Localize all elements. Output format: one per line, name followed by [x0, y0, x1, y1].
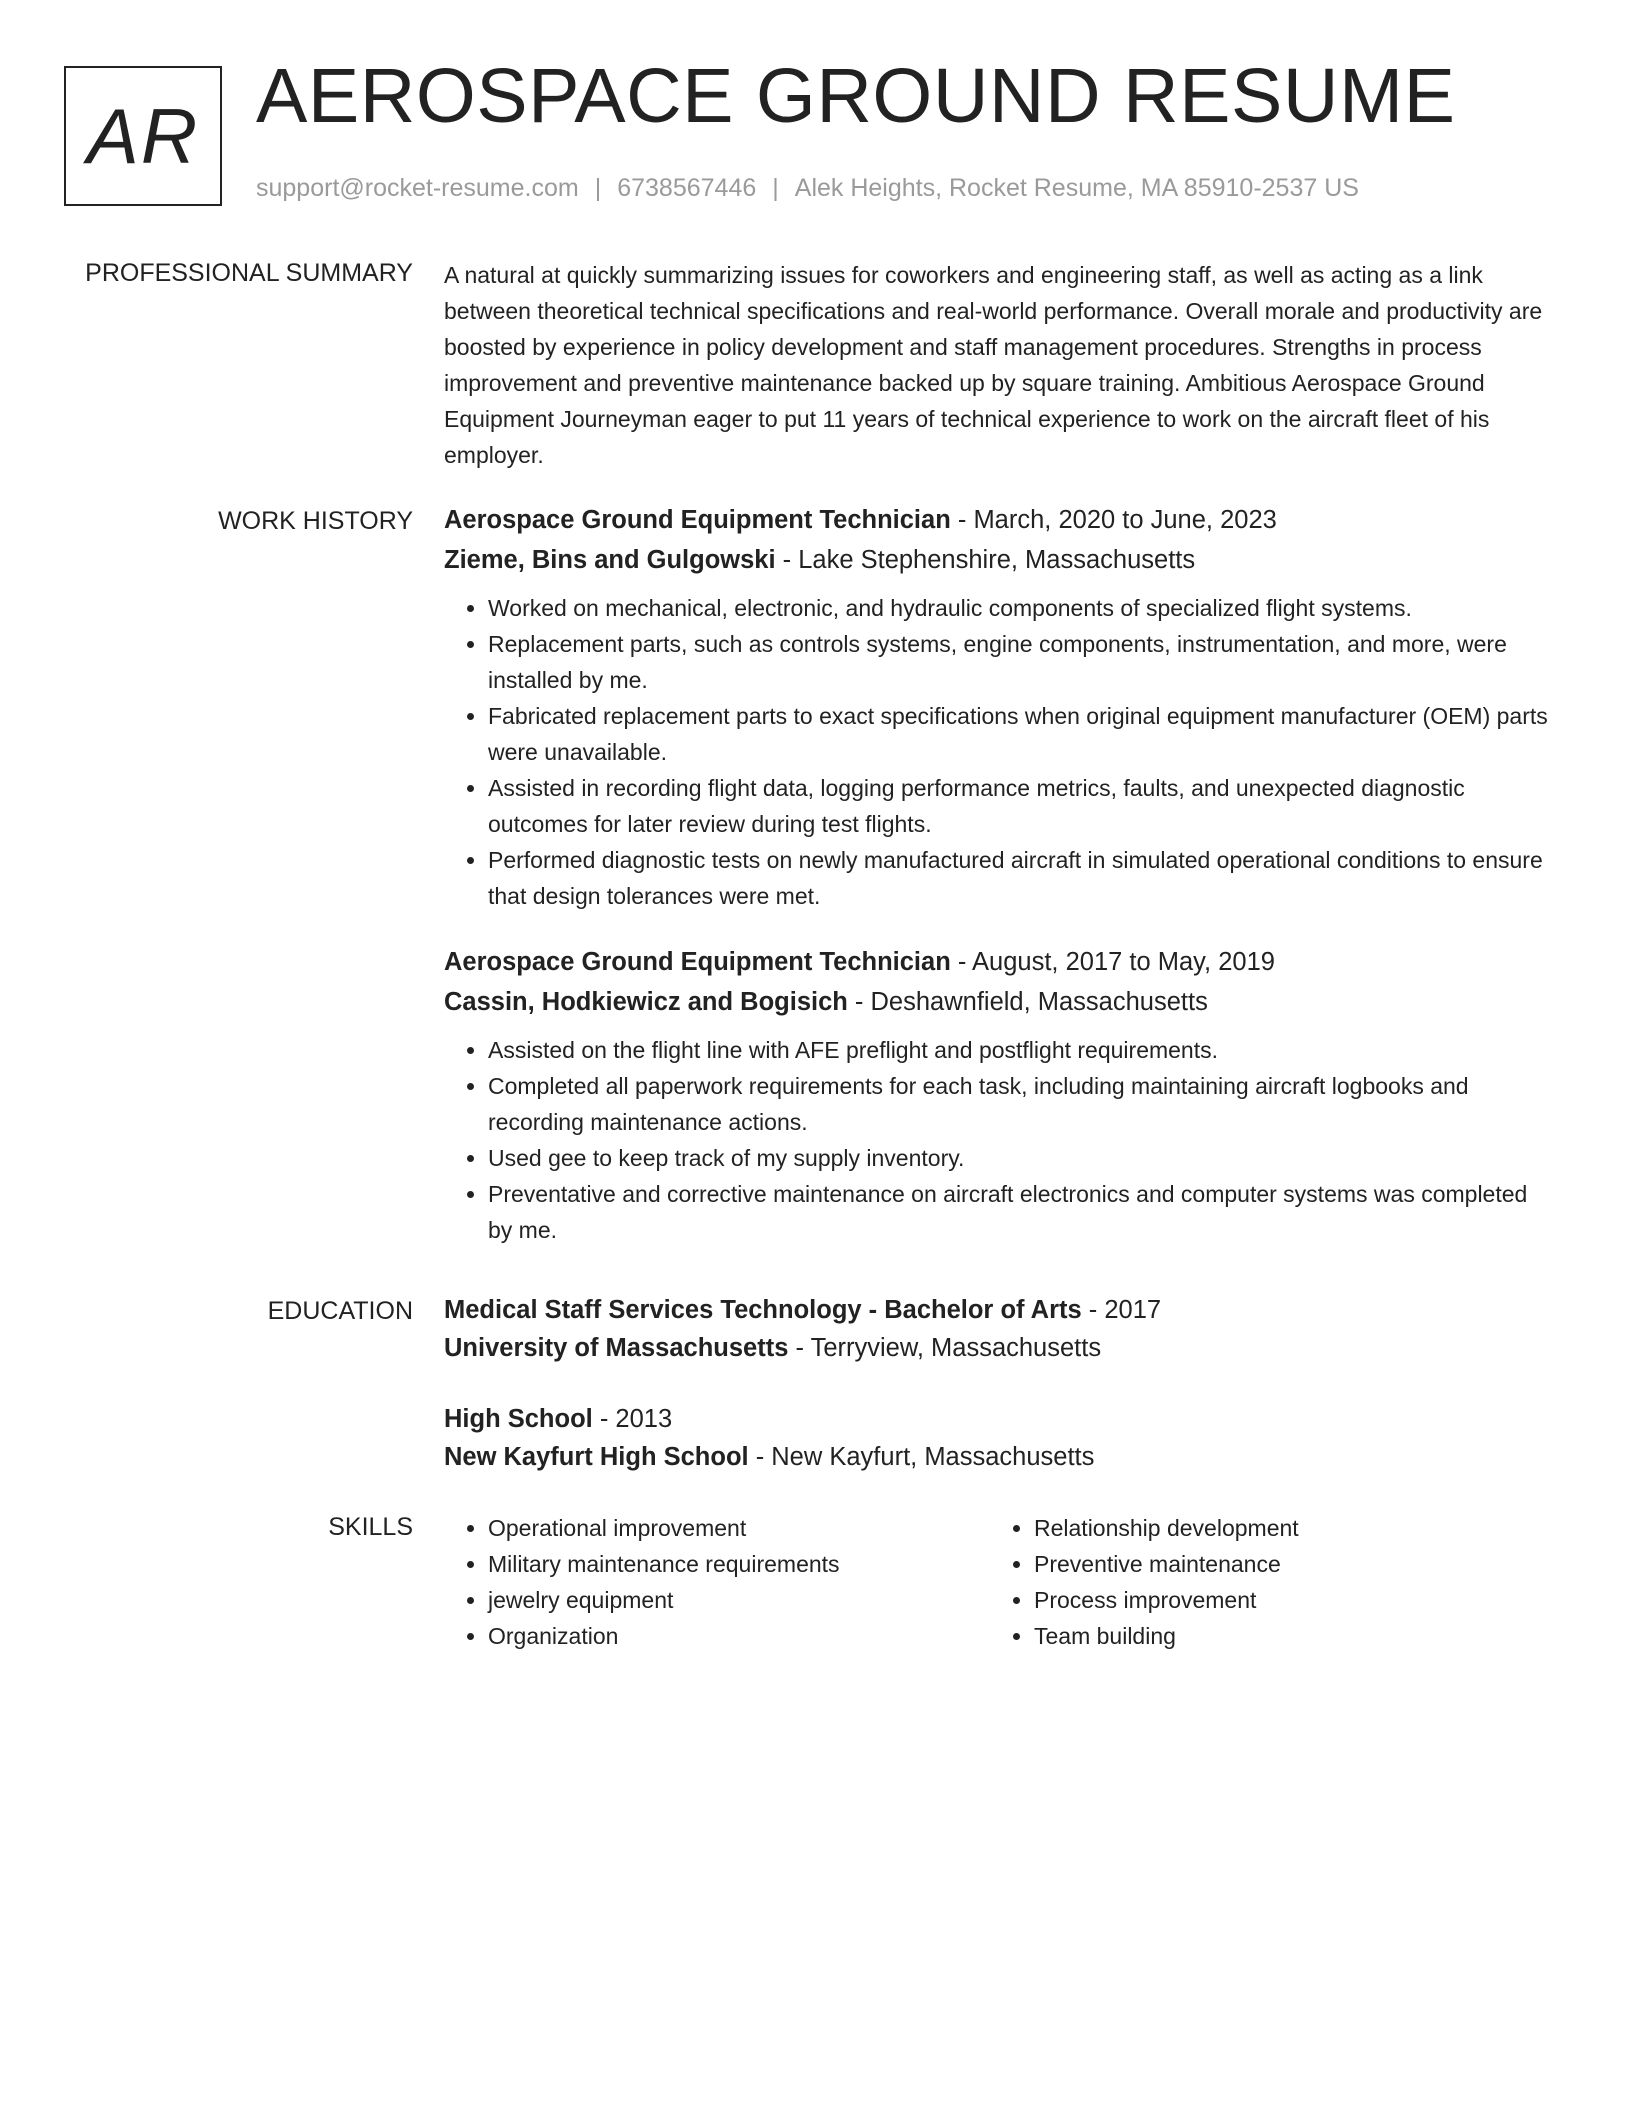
monogram-box: [64, 66, 222, 206]
job-company-line: [444, 982, 1556, 1022]
education-year: - 2013: [592, 1405, 673, 1433]
education-school: University of Massachusetts: [444, 1334, 789, 1362]
skill-item: • jewelry equipment: [488, 1582, 990, 1618]
education-entry: [444, 1291, 1556, 1367]
skills-columns: [444, 1510, 1556, 1654]
work-body: [444, 500, 1556, 1248]
skill-item: • Relationship development: [1034, 1510, 1536, 1546]
monogram-initials: AR: [86, 92, 200, 180]
job-company: Cassin, Hodkiewicz and Bogisich: [444, 988, 848, 1016]
contact-line: [256, 176, 1359, 201]
job-location: - Deshawnfield, Massachusetts: [847, 988, 1208, 1016]
job-bullet: • Replacement parts, such as controls systems, engine components, instrumentation, and more, were installed by me.: [488, 626, 1556, 698]
education-degree: High School: [444, 1405, 593, 1433]
job-bullet: • Assisted on the flight line with AFE preflight and postflight requirements.: [488, 1032, 1556, 1068]
skill-item: • Team building: [1034, 1618, 1536, 1654]
job-company: Zieme, Bins and Gulgowski: [444, 546, 776, 574]
education-school-line: [444, 1438, 1556, 1476]
job-bullet: • Completed all paperwork requirements for each task, including maintaining aircraft logbooks and recording maintenance actions.: [488, 1068, 1556, 1140]
skill-item: • Process improvement: [1034, 1582, 1536, 1618]
skills-body: [444, 1510, 1556, 1654]
job-entry: [444, 942, 1556, 1248]
job-bullet: • Preventative and corrective maintenance on aircraft electronics and computer systems was completed by me.: [488, 1176, 1556, 1248]
education-degree-line: [444, 1291, 1556, 1329]
job-dates: - August, 2017 to May, 2019: [950, 948, 1275, 976]
summary-body: [444, 257, 1556, 473]
skill-item: • Military maintenance requirements: [488, 1546, 990, 1582]
education-degree: Medical Staff Services Technology - Bachelor of Arts: [444, 1296, 1082, 1324]
skills-column-left: [444, 1510, 990, 1654]
education-location: - Terryview, Massachusetts: [788, 1334, 1102, 1362]
job-bullets: [444, 1032, 1556, 1248]
skills-column-right: [990, 1510, 1536, 1654]
skills-list: [444, 1510, 990, 1654]
job-title-line: [444, 942, 1556, 982]
contact-separator: |: [772, 174, 779, 202]
job-bullet: • Worked on mechanical, electronic, and hydraulic components of specialized flight systems.: [488, 590, 1556, 626]
education-school-line: [444, 1329, 1556, 1367]
section-label-summary: PROFESSIONAL SUMMARY: [85, 259, 413, 287]
job-company-line: [444, 540, 1556, 580]
job-bullet: • Performed diagnostic tests on newly manufactured aircraft in simulated operational conditions to ensure that design tolerances were met.: [488, 842, 1556, 914]
skill-item: • Operational improvement: [488, 1510, 990, 1546]
job-title-line: [444, 500, 1556, 540]
section-label-work: WORK HISTORY: [218, 507, 413, 535]
resume-name: AEROSPACE GROUND RESUME: [256, 53, 1456, 139]
education-body: [444, 1291, 1556, 1476]
job-title: Aerospace Ground Equipment Technician: [444, 948, 951, 976]
education-year: - 2017: [1081, 1296, 1162, 1324]
section-label-skills: SKILLS: [328, 1513, 413, 1541]
education-location: - New Kayfurt, Massachusetts: [748, 1443, 1095, 1471]
job-title: Aerospace Ground Equipment Technician: [444, 506, 951, 534]
section-label-education: EDUCATION: [267, 1297, 413, 1325]
skills-list: [990, 1510, 1536, 1654]
job-dates: - March, 2020 to June, 2023: [950, 506, 1277, 534]
education-school: New Kayfurt High School: [444, 1443, 749, 1471]
job-bullet: • Used gee to keep track of my supply inventory.: [488, 1140, 1556, 1176]
skill-item: • Preventive maintenance: [1034, 1546, 1536, 1582]
job-bullets: [444, 590, 1556, 914]
education-degree-line: [444, 1400, 1556, 1438]
contact-email[interactable]: support@rocket-resume.com: [256, 174, 579, 202]
contact-address: Alek Heights, Rocket Resume, MA 85910-2537 US: [794, 174, 1359, 202]
job-bullet: • Fabricated replacement parts to exact specifications when original equipment manufacturer (OEM) parts were unavailable.: [488, 698, 1556, 770]
summary-text: A natural at quickly summarizing issues for coworkers and engineering staff, as well as acting as a link between theoretical technical specifications and real-world performance. Overall morale and productivity are boosted by experience in policy development and staff management procedures. Strengths in process improvement and preventive maintenance backed up by square training. Ambitious Aerospace Ground Equipment Journeyman eager to put 11 years of technical experience to work on the aircraft fleet of his employer.: [444, 262, 1543, 468]
job-entry: [444, 500, 1556, 914]
contact-phone[interactable]: 6738567446: [617, 174, 757, 202]
job-location: - Lake Stephenshire, Massachusetts: [775, 546, 1196, 574]
contact-separator: |: [594, 174, 602, 202]
education-entry: [444, 1400, 1556, 1476]
skill-item: • Organization: [488, 1618, 990, 1654]
job-bullet: • Assisted in recording flight data, logging performance metrics, faults, and unexpected diagnostic outcomes for later review during test flights.: [488, 770, 1556, 842]
